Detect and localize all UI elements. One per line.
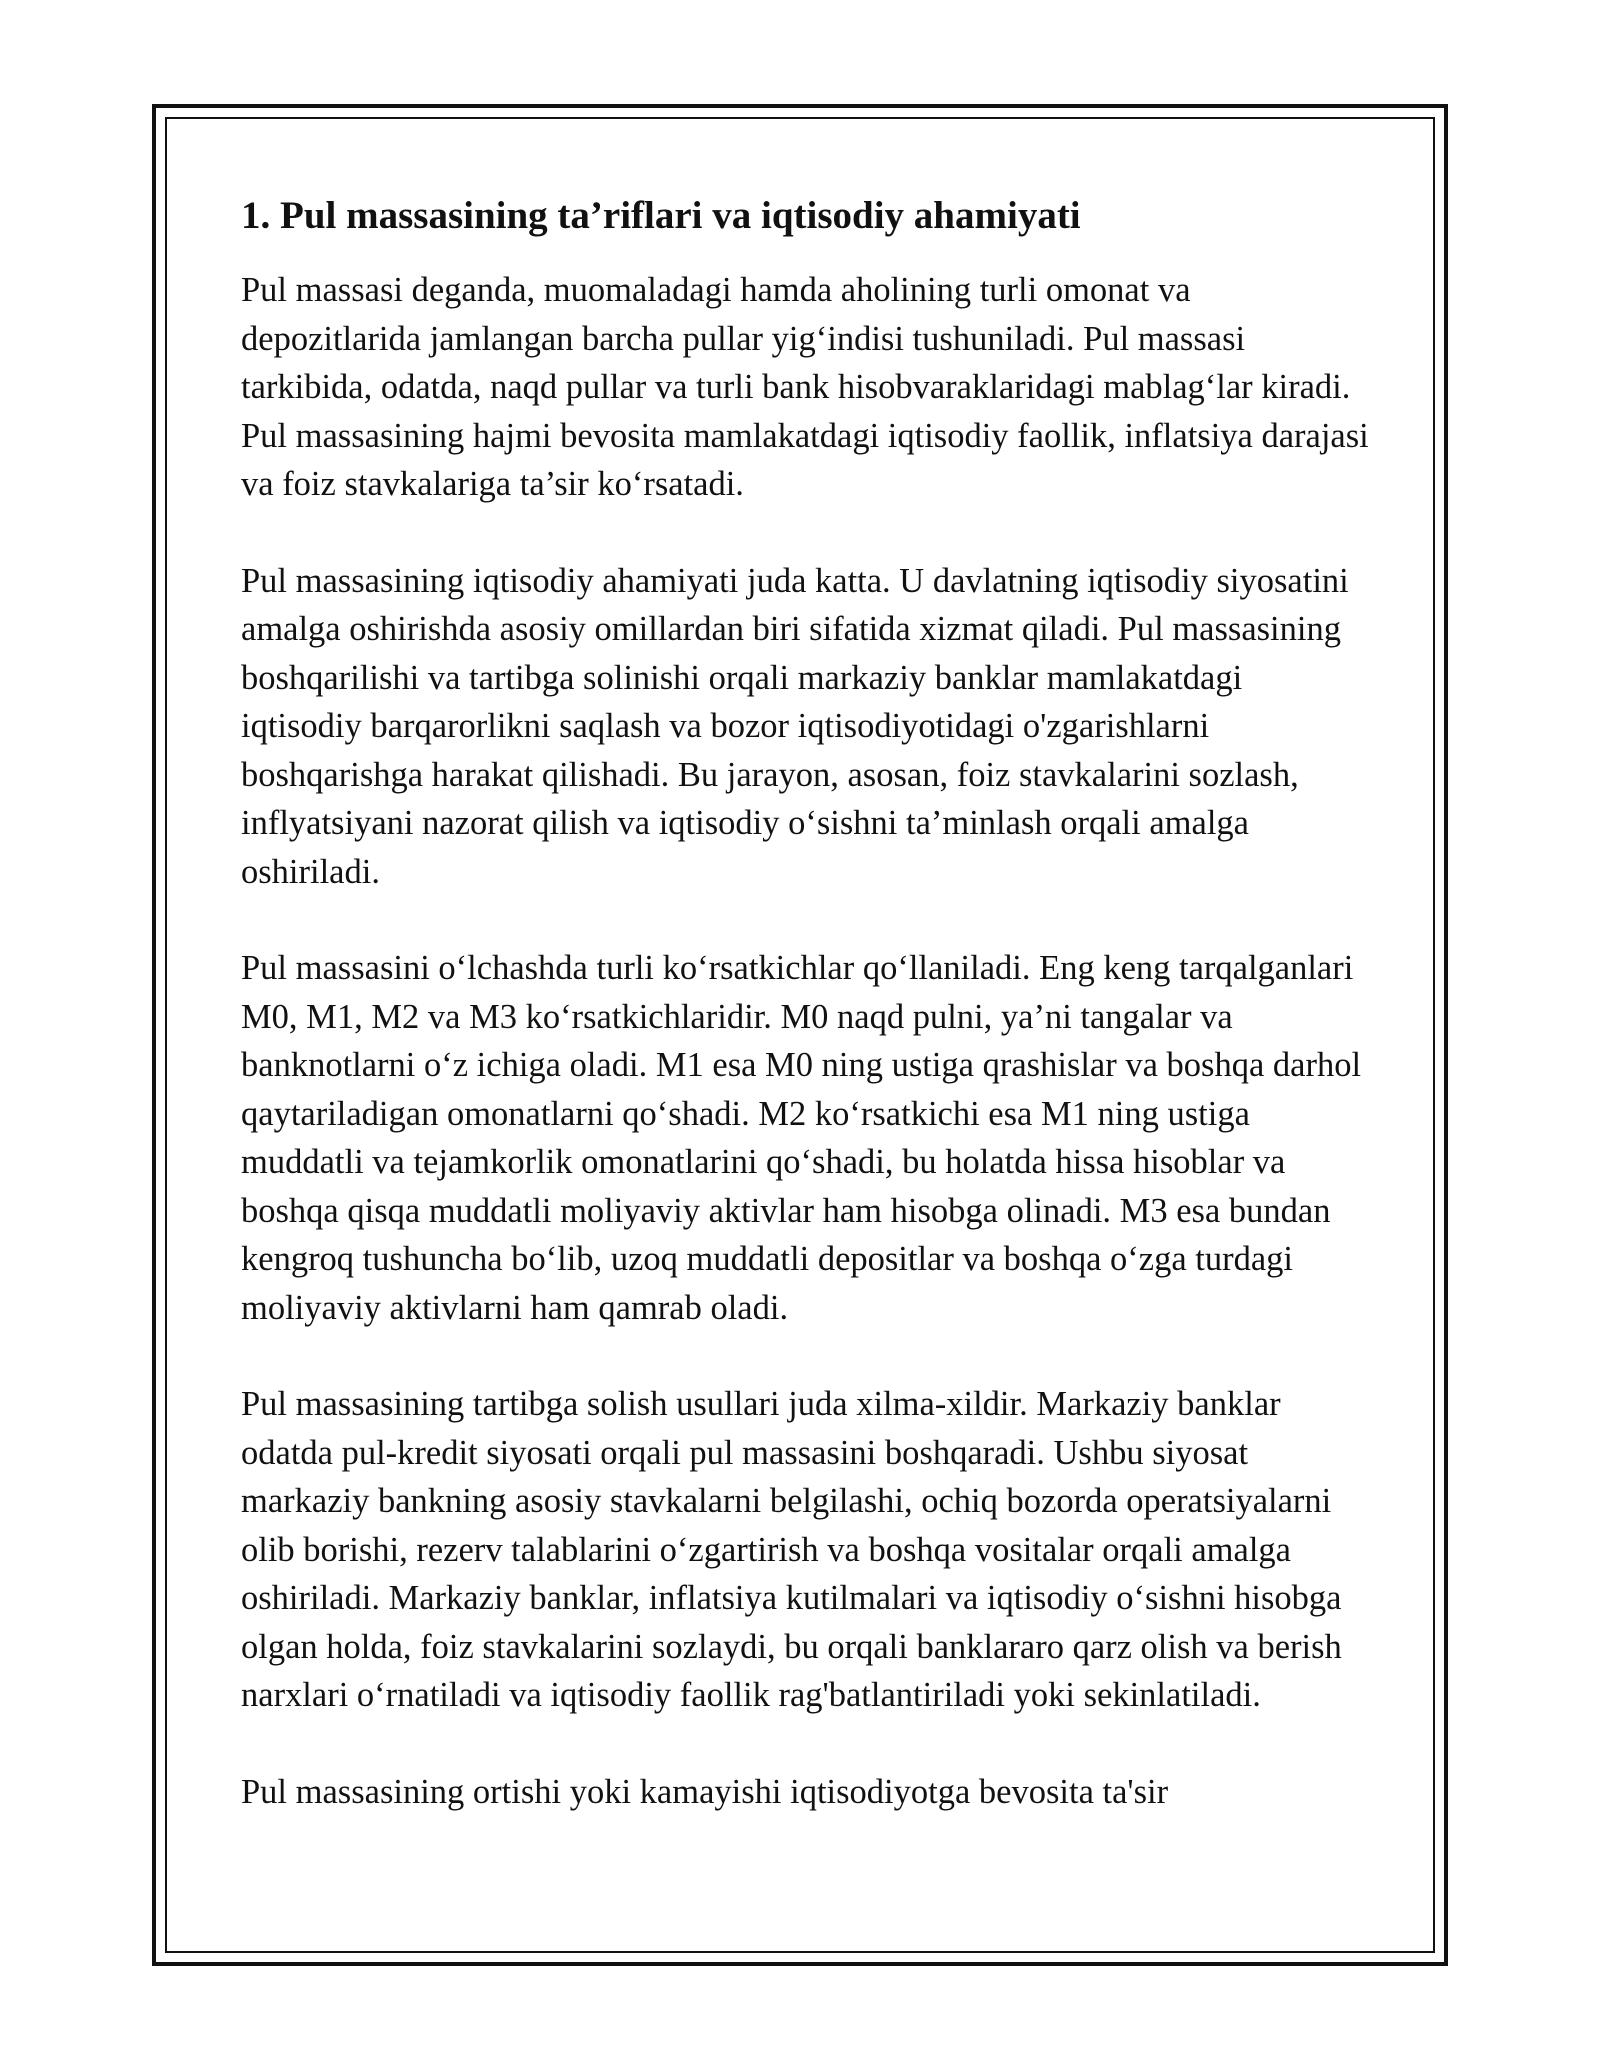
page-border-outer — [152, 104, 1448, 1966]
paragraph-economic-importance: Pul massasining iqtisodiy ahamiyati juda katta. U davlatning iqtisodiy siyosatini amalga oshirishda asosiy omillardan biri sifatida xizmat qiladi. Pul massasining boshqarilishi va tartibga solinishi orqali markaziy banklar mamlakatdagi iqtisodiy barqarorlikni saqlash va bozor iqtisodiyotidagi o'zgarishlarni boshqarishga harakat qilishadi. Bu jarayon, asosan, foiz stavkalarini sozlash, inflyatsiyani nazorat qilish va iqtisodiy o‘sishni ta’minlash orqali amalga oshiriladi. — [241, 561, 1349, 891]
paragraph-effects: Pul massasining ortishi yoki kamayishi iqtisodiyotga bevosita ta'sir — [241, 1772, 1169, 1811]
paragraph-regulation: Pul massasining tartibga solish usullari juda xilma-xildir. Markaziy banklar odatda pul-kredit siyosati orqali pul massasini boshqaradi. Ushbu siyosat markaziy bankning asosiy stavkalarni belgilashi, ochiq bozorda operatsiyalarni olib borishi, rezerv talablarini o‘zgartirish va boshqa vositalar orqali amalga oshiriladi. Markaziy banklar, inflatsiya kutilmalari va iqtisodiy o‘sishni hisobga olgan holda, foiz stavkalarini sozlaydi, bu orqali banklararo qarz olish va berish narxlari o‘rnatiladi va iqtisodiy faollik rag'batlantiriladi yoki sekinlatiladi. — [241, 1385, 1342, 1714]
paragraph-measurement: Pul massasini o‘lchashda turli ko‘rsatkichlar qo‘llaniladi. Eng keng tarqalganlari M0, M1, M2 va M3 ko‘rsatkichlaridir. M0 naqd pulni, ya’ni tangalar va banknotlarni o‘z ichiga oladi. M1 esa M0 ning ustiga qrashislar va boshqa darhol qaytariladigan omonatlarni qo‘shadi. M2 ko‘rsatkichi esa M1 ning ustiga muddatli va tejamkorlik omonatlarini qo‘shadi, bu holatda hissa hisoblar va boshqa qisqa muddatli moliyaviy aktivlar ham hisobga olinadi. M3 esa bundan kengroq tushuncha bo‘lib, uzoq muddatli depositlar va boshqa o‘zga turdagi moliyaviy aktivlarni ham qamrab oladi. — [241, 949, 1362, 1327]
paragraph-definition: Pul massasi deganda, muomaladagi hamda aholining turli omonat va depozitlarida jamlangan barcha pullar yig‘indisi tushuniladi. Pul massasi tarkibida, odatda, naqd pullar va turli bank hisobvaraklaridagi mablag‘lar kiradi. Pul massasining hajmi bevosita mamlakatdagi iqtisodiy faollik, inflatsiya darajasi va foiz stavkalariga ta’sir ko‘rsatadi. — [241, 271, 1369, 503]
document-body — [241, 184, 1371, 1864]
section-title: 1. Pul massasining ta’riflari va iqtisodiy ahamiyati — [241, 194, 1081, 237]
